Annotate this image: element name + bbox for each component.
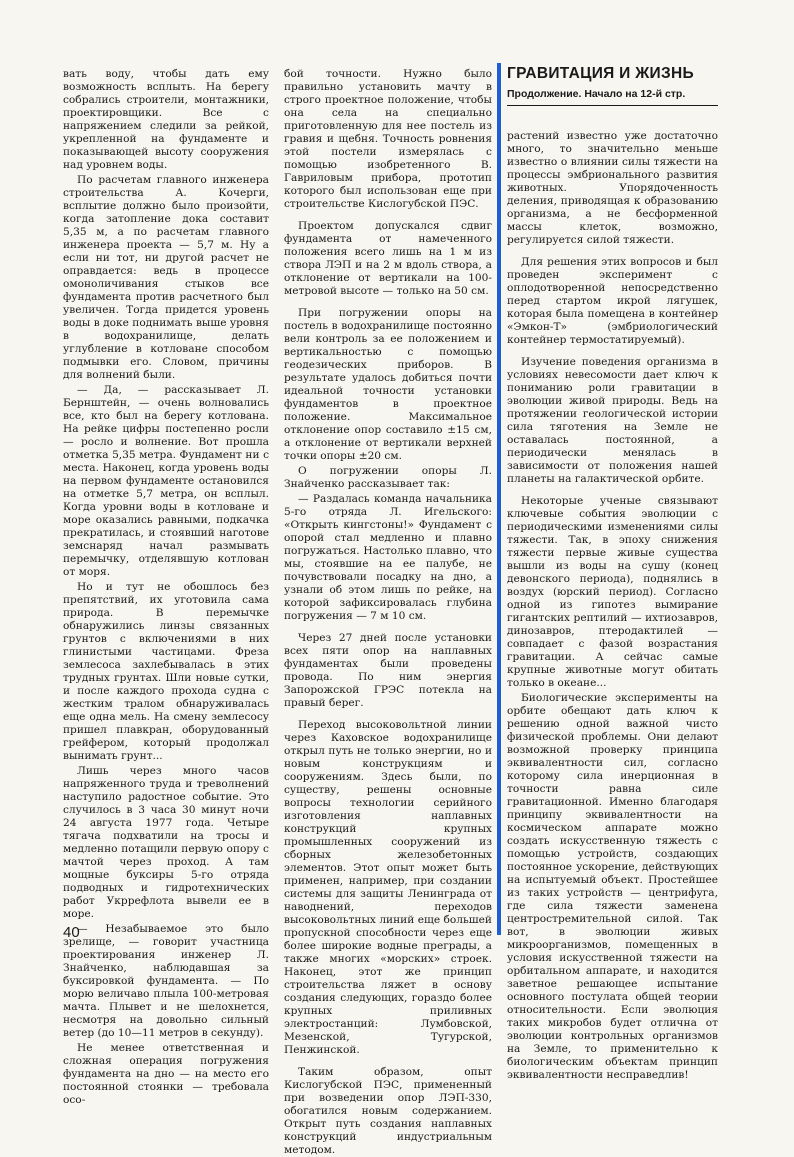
paragraph: Некоторые ученые связывают ключевые события эволюции с периодическими изменениями силы тяжести. Так, в эпоху снижения тяжести первые живые существа вышли из воды на сушу (конец девонского периода), поднялись в воздух (юрский период). Согласно одной из гипотез вымирание гигантских рептилий — ихтиозавров, динозавров, птеродактилей — совпадает с фазой возрастания гравитации. А сейчас самые крупные животные могут обитать только в океане... [507,495,718,689]
paragraph: Таким образом, опыт Кислогубской ПЭС, примененный при возведении опор ЛЭП-330, обогатился новым содержанием. Открыт путь создания наплавных конструкций индустриальным методом. [284,1066,492,1156]
sidebar-title: ГРАВИТАЦИЯ И ЖИЗНЬ [507,65,694,82]
paragraph: Для решения этих вопросов и был проведен эксперимент с оплодотворенной непосредственно перед стартом икрой лягушек, которая была помещена в контейнер «Эмкон-Т» (эмбриологический контейнер термостатируемый). [507,256,718,346]
page-number: 40 [63,924,80,941]
paragraph: Биологические эксперименты на орбите обещают дать ключ к решению одной важной чисто физической проблемы. Они делают возможной проверку принципа эквивалентности сил, согласно которому сила инерционная в точности равна силе гравитационной. Именно благодаря принципу эквивалентности на космическом аппарате можно создать искусственную тяжесть с помощью устройств, создающих постоянное ускорение, действующих на испытуемый объект. Простейшее из таких устройств — центрифуга, где сила тяжести заменена центростремительной силой. Так вот, в эволюции живых микроорганизмов, помещенных в условия искусственной тяжести на орбитальном аппарате, и находится заветное решающее испытание основного постулата общей теории относительности. Если эволюция таких микробов будет отлична от эволюции контрольных организмов на Земле, то применительно к биологическим объектам принцип эквивалентности несправедлив! [507,692,718,1081]
paragraph: По расчетам главного инженера строительства А. Кочерги, всплытие должно было произойти, когда затопление дока составит 5,35 м, а по расчетам главного инженера проекта — 5,7 м. Ну а если ни тот, ни другой расчет не оправдается: ведь в процессе омоноличивания стыков все фундамента против расчетного был увеличен. Тогда придется уровень воды в доке поднимать выше уровня в водохранилище, делать углубление в котловане способом подмывки его. Словом, причины для волнений были. [63,174,269,381]
paragraph: Переход высоковольтной линии через Каховское водохранилище открыл путь не только энергии, но и новым конструкциям и сооружениям. Здесь были, по существу, решены основные вопросы технологии серийного изготовления наплавных конструкций крупных промышленных сооружений из сборных железобетонных элементов. Этот опыт может быть применен, например, при создании системы для защиты Ленинграда от наводнений, переходов высоковольтных линий еще большей пропускной способности через еще более широкие водные преграды, а также многих «морских» строек. Наконец, этот же принцип строительства ляжет в основу создания следующих, гораздо более крупных приливных электростанций: Лумбовской, Мезенской, Тугурской, Пенжинской. [284,719,492,1056]
paragraph: О погружении опоры Л. Знайченко рассказывает так: [284,465,492,490]
paragraph: бой точности. Нужно было правильно установить мачту в строго проектное положение, чтобы она села на специально приготовленную для нее постель из гравия и щебня. Точность ровнения этой постели измерялась с помощью изобретенного В. Гавриловым прибора, прототип которого был использован еще при строительстве Кислогубской ПЭС. [284,68,492,210]
divider [507,105,718,106]
paragraph: — Незабываемое это было зрелище, — говорит участница проектирования инженер Л. Знайченко, наблюдавшая за буксировкой фундамента. — По морю величаво плыла 100-метровая мачта. Плывет и не шелохнется, несмотря на довольно сильный ветер (до 10—11 метров в секунду). [63,923,269,1039]
paragraph: При погружении опоры на постель в водохранилище постоянно вели контроль за ее положением и вертикальностью с помощью геодезических приборов. В результате удалось добиться почти идеальной точности установки фундаментов в проектное положение. Максимальное отклонение опор составило ±15 см, а отклонение от вертикали верхней точки опоры ±20 см. [284,307,492,462]
paragraph: Лишь через много часов напряженного труда и треволнений наступило радостное событие. Это случилось в 3 часа 30 минут ночи 24 августа 1977 года. Четыре тягача подхватили на тросы и медленно потащили первую опору с мачтой через проход. А там мощные буксиры 5-го отряда подводных и гидротехнических работ Укррефлота вывели ее в море. [63,765,269,920]
sidebar-accent-bar [497,63,501,935]
paragraph: Изучение поведения организма в условиях невесомости дает ключ к пониманию роли гравитации в эволюции живой природы. Ведь на протяжении геологической истории сила тяготения на Земле не оставалась постоянной, а периодически менялась в зависимости от положения нашей планеты на галактической орбите. [507,356,718,485]
paragraph: Но и тут не обошлось без препятствий, их уготовила сама природа. В перемычке обнаружились линзы связанных грунтов с включениями в них глинистыми частицами. Фреза землесоса захлебывалась в этих трудных грунтах. Шли новые сутки, и после каждого прохода судна с жестким тралом обнаруживалась еще одна мель. На смену землесосу пришел плавкран, оборудованный грейфером, который продолжал вынимать грунт... [63,581,269,762]
article-column-2 [284,68,492,1157]
continuation-note: Продолжение. Начало на 12-й стр. [507,88,686,100]
sidebar-header [507,66,718,106]
paragraph: Через 27 дней после установки всех пяти опор на наплавных фундаментах были проведены провода. По ним энергия Запорожской ГРЭС потекла на правый берег. [284,632,492,709]
paragraph: растений известно уже достаточно много, то значительно меньше известно о влиянии силы тяжести на процессы эмбрионального развития животных. Упорядоченность деления, приводящая к образованию организма, а не бесформенной массы клеток, возможно, регулируется силой тяжести. [507,130,718,246]
paragraph: Не менее ответственная и сложная операция погружения фундамента на дно — на место его постоянной стоянки — требовала осо- [63,1042,269,1106]
paragraph: — Раздалась команда начальника 5-го отряда Л. Игельского: «Открыть кингстоны!» Фундамент с опорой стал медленно и плавно погружаться. Настолько плавно, что мы, стоявшие на ее палубе, не почувствовали посадку на дно, а узнали об этом лишь по рейке, на которой зафиксировалась глубина погружения — 7 м 10 см. [284,493,492,622]
paragraph: — Да, — рассказывает Л. Бернштейн, — очень волновались все, кто был на берегу котлована. На рейке цифры постепенно росли — росло и волнение. Вот прошла отметка 5,35 метра. Фундамент ни с места. Наконец, когда уровень воды на первом фундаменте остановился на отметке 5,7 метра, он всплыл. Когда уровни воды в котловане и море оказались равными, подкачка прекратилась, и стоявший наготове земснаряд начал размывать перемычку, отделявшую котлован от моря. [63,384,269,578]
article-column-1 [63,68,269,1107]
paragraph: вать воду, чтобы дать ему возможность всплыть. На берегу собрались строители, монтажники, проектировщики. Все с напряжением следили за рейкой, укрепленной на фундаменте и показывающей высоту сооружения над уровнем воды. [63,68,269,171]
sidebar-column [507,130,718,1082]
paragraph: Проектом допускался сдвиг фундамента от намеченного положения всего лишь на 1 м из створа ЛЭП и на 2 м вдоль створа, а отклонение от вертикали на 100-метровой высоте — только на 50 см. [284,220,492,297]
